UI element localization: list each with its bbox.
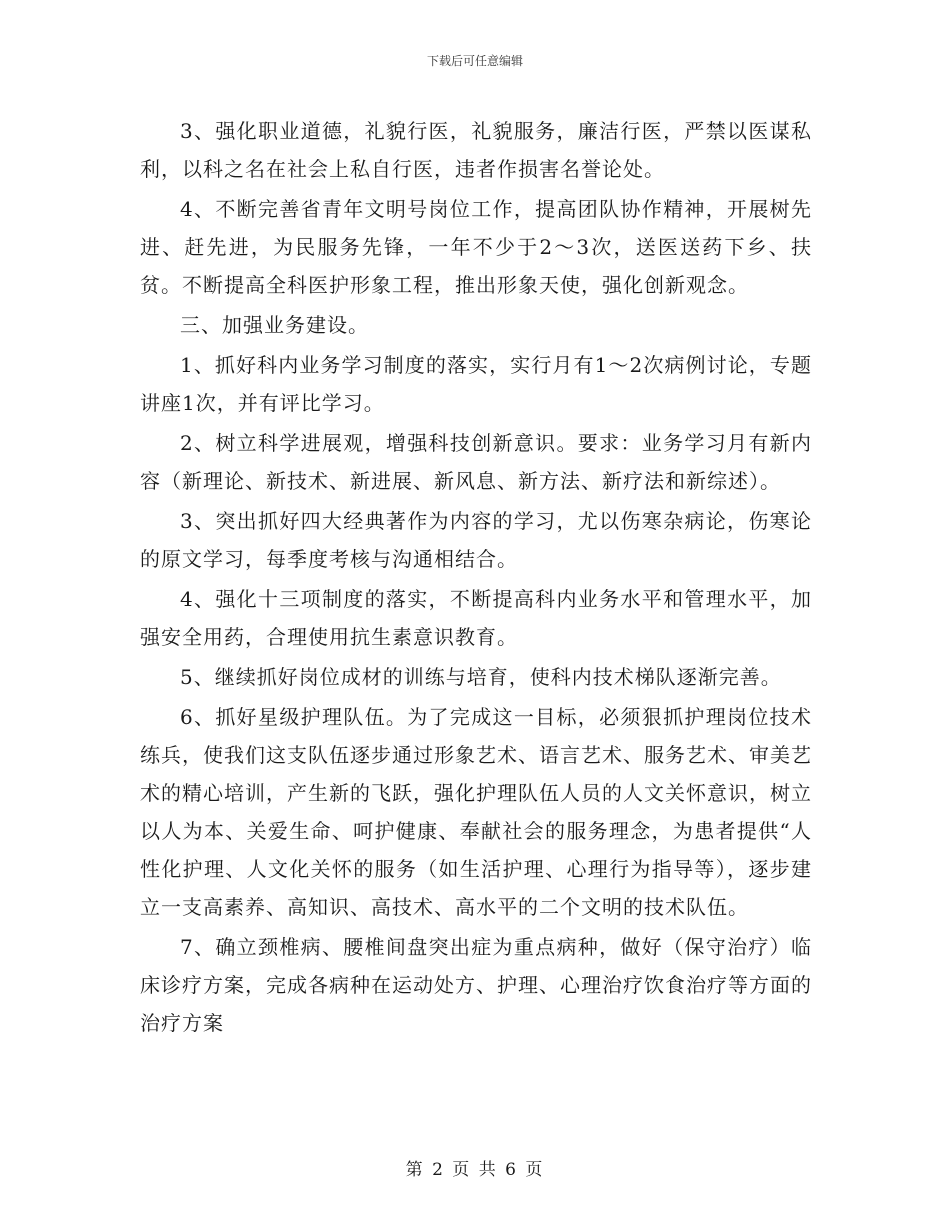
- page-header: 下载后可任意编辑: [426, 54, 523, 68]
- paragraph-item-4-regulations: 4、强化十三项制度的落实，不断提高科内业务水平和管理水平，加强安全用药，合理使用抗生素意识教育。: [140, 587, 812, 649]
- paragraph-item-3-ethics: 3、强化职业道德，礼貌行医，礼貌服务，廉洁行医，严禁以医谋私利，以科之名在社会上私自行医，违者作损害名誉论处。: [140, 119, 812, 181]
- paragraph-item-3-classics: 3、突出抓好四大经典著作为内容的学习，尤以伤寒杂病论，伤寒论的原文学习，每季度考核与沟通相结合。: [140, 509, 812, 571]
- section-heading-business-building: 三、加强业务建设。: [180, 313, 369, 337]
- document-body: [140, 112, 812, 1044]
- paragraph-item-1-study-system: 1、抓好科内业务学习制度的落实，实行月有1～2次病例讨论，专题讲座1次，并有评比学习。: [140, 353, 812, 415]
- paragraph-item-2-innovation: 2、树立科学进展观，增强科技创新意识。要求：业务学习月有新内容（新理论、新技术、新进展、新风息、新方法、新疗法和新综述）。: [140, 431, 812, 493]
- paragraph-item-7-key-diseases: 7、确立颈椎病、腰椎间盘突出症为重点病种，做好（保守治疗）临床诊疗方案，完成各病种在运动处方、护理、心理治疗饮食治疗等方面的治疗方案: [140, 935, 812, 1035]
- page-footer: 第 2 页 共 6 页: [405, 1160, 545, 1180]
- paragraph-item-6-nursing-team: 6、抓好星级护理队伍。为了完成这一目标，必须狠抓护理岗位技术练兵，使我们这支队伍逐步通过形象艺术、语言艺术、服务艺术、审美艺术的精心培训，产生新的飞跃，强化护理队伍人员的人文关怀意识，树立以人为本、关爱生命、呵护健康、奉献社会的服务理念，为患者提供“人性化护理、人文化关怀的服务（如生活护理、心理行为指导等），逐步建立一支高素养、高知识、高技术、高水平的二个文明的技术队伍。: [140, 705, 812, 919]
- paragraph-item-5-training: 5、继续抓好岗位成材的训练与培育，使科内技术梯队逐渐完善。: [180, 665, 782, 689]
- paragraph-item-4-civilization: 4、不断完善省青年文明号岗位工作，提高团队协作精神，开展树先进、赶先进，为民服务先锋，一年不少于2～3次，送医送药下乡、扶贫。不断提高全科医护形象工程，推出形象天使，强化创新观念。: [140, 197, 812, 297]
